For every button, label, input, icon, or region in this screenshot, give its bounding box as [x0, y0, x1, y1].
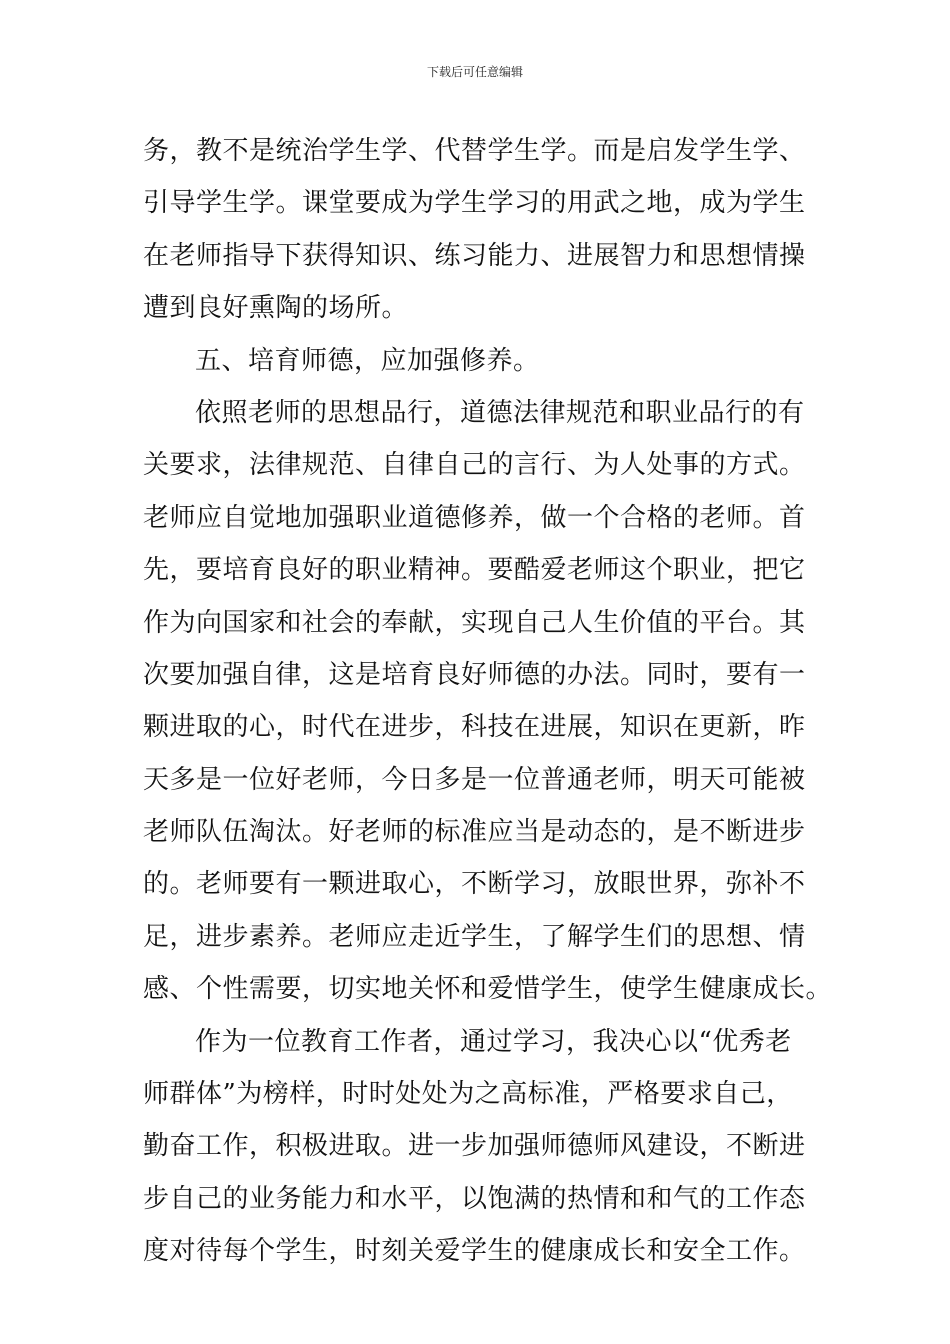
text-line: 次要加强自律，这是培育良好师德的办法。同时，要有一 [143, 659, 806, 690]
text-line: 作为一位教育工作者，通过学习，我决心以“优秀老 [195, 1026, 792, 1057]
text-line: 关要求，法律规范、自律自己的言行、为人处事的方式。 [143, 450, 806, 481]
section-heading: 五、培育师德，应加强修养。 [195, 345, 540, 376]
text-line: 务，教不是统治学生学、代替学生学。而是启发学生学、 [143, 136, 806, 166]
text-line: 颗进取的心，时代在进步，科技在进展，知识在更新，昨 [143, 712, 806, 743]
page-header: 下载后可任意编辑 [426, 65, 523, 79]
text-line: 遭到良好熏陶的场所。 [143, 293, 409, 324]
text-line: 老师应自觉地加强职业道德修养，做一个合格的老师。首 [143, 502, 806, 533]
text-line: 天多是一位好老师，今日多是一位普通老师，明天可能被 [143, 764, 806, 795]
text-line: 勤奋工作，积极进取。进一步加强师德师风建设，不断进 [143, 1131, 806, 1162]
text-line: 在老师指导下获得知识、练习能力、进展智力和思想情操 [143, 240, 806, 271]
document-body [143, 125, 833, 1278]
text-line: 足，进步素养。老师应走近学生，了解学生们的思想、情 [143, 921, 806, 952]
text-line: 依照老师的思想品行，道德法律规范和职业品行的有 [195, 397, 805, 428]
text-line: 感、个性需要，切实地关怀和爱惜学生，使学生健康成长。 [143, 974, 833, 1005]
text-line: 师群体”为榜样，时时处处为之高标准，严格要求自己， [143, 1079, 793, 1110]
text-line: 引导学生学。课堂要成为学生学习的用武之地，成为学生 [143, 188, 806, 219]
text-line: 老师队伍淘汰。好老师的标准应当是动态的，是不断进步 [143, 817, 806, 848]
text-line: 先，要培育良好的职业精神。要酷爱老师这个职业，把它 [143, 555, 806, 586]
text-line: 的。老师要有一颗进取心，不断学习，放眼世界，弥补不 [143, 869, 806, 900]
text-line: 度对待每个学生，时刻关爱学生的健康成长和安全工作。 [143, 1236, 806, 1267]
text-line: 步自己的业务能力和水平，以饱满的热情和和气的工作态 [143, 1183, 806, 1214]
text-line: 作为向国家和社会的奉献，实现自己人生价值的平台。其 [143, 607, 806, 638]
